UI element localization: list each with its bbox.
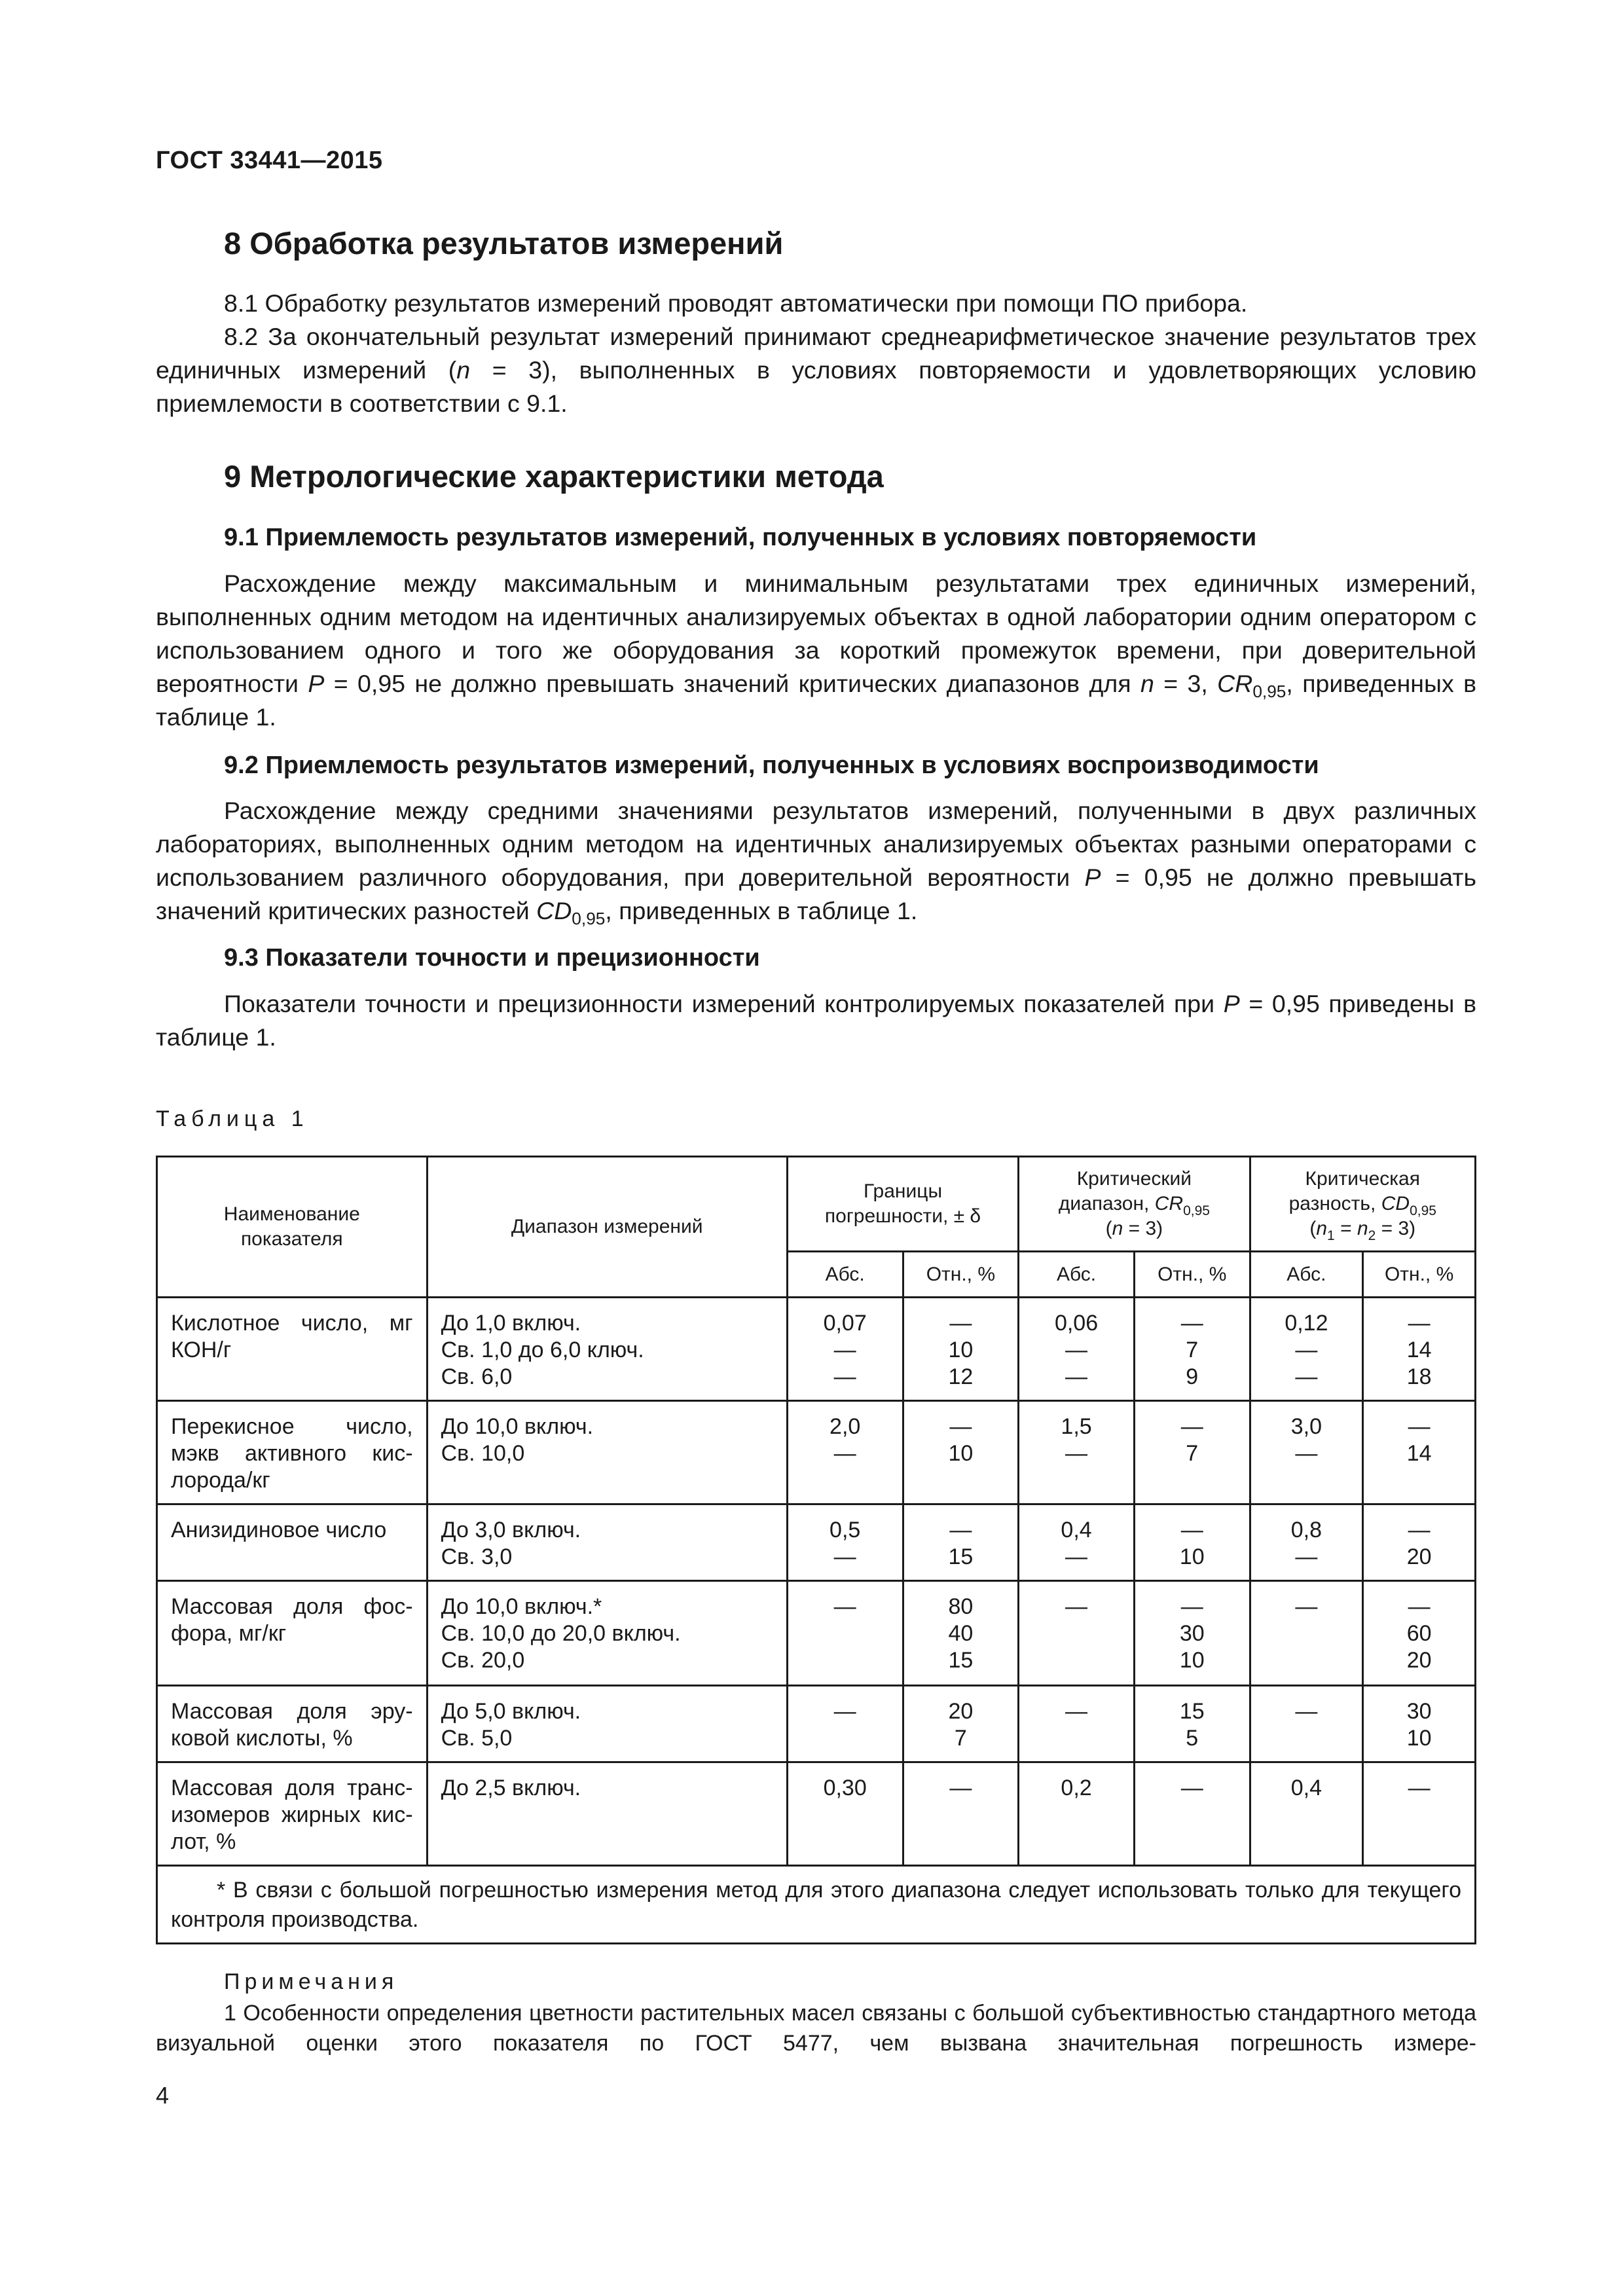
cell-cd-abs: —: [1250, 1686, 1363, 1762]
cell-err-abs: 2,0 —: [787, 1401, 903, 1504]
table-row: [157, 1504, 1476, 1581]
section-9-1-body: [156, 567, 1476, 734]
cell-cr-rel: — 30 10: [1134, 1581, 1250, 1686]
cell-err-abs: —: [787, 1581, 903, 1686]
note-1: 1 Особенности определения цветности растительных масел связаны с большой субъективностью стандартного метода визуальной оценки этого показателя по ГОСТ 5477, чем вызвана значительная погрешность измере-: [156, 2001, 1476, 2056]
cell-cr-rel: — 7 9: [1134, 1298, 1250, 1401]
section-8-title: 8 Обработка результатов измерений: [224, 226, 784, 261]
table-1: [156, 1156, 1476, 1944]
header-error: Границы погрешности, ± δ: [787, 1157, 1018, 1252]
paragraph-8-1: 8.1 Обработку результатов измерений проводят автоматически при помощи ПО прибора.: [224, 289, 1248, 317]
notes-body: [156, 1998, 1476, 2058]
section-9-2-title: 9.2 Приемлемость результатов измерений, полученных в условиях воспроизводимости: [224, 752, 1319, 779]
cell-err-abs: 0,07 — —: [787, 1298, 903, 1401]
cell-cr-rel: — 7: [1134, 1401, 1250, 1504]
cell-cd-rel: 30 10: [1363, 1686, 1476, 1762]
notes-title: Примечания: [224, 1969, 399, 1994]
table-row: [157, 1686, 1476, 1762]
cell-indicator-name: Перекисное число, мэкв активного кислорода/кг: [157, 1401, 428, 1504]
section-9-2-body: [156, 794, 1476, 928]
cell-cd-abs: 0,8 —: [1250, 1504, 1363, 1581]
cell-cr-abs: 1,5 —: [1019, 1401, 1135, 1504]
paragraph-9-2: Расхождение между средними значениями результатов измерений, полученными в двух различных лабораториях, выполненных одним методом на идентичных анализируемых объектах разными операторами с использованием различного оборудования, при доверительной вероятности P = 0,95 не должно превышать значений критических разностей $CD_{0,95}$, приведенных в таблице 1.: [156, 797, 1476, 928]
cell-range: До 10,0 включ.* Св. 10,0 до 20,0 включ. Св. 20,0: [427, 1581, 787, 1686]
cell-cd-rel: —: [1363, 1762, 1476, 1866]
cell-range: До 1,0 включ. Св. 1,0 до 6,0 ключ. Св. 6,0: [427, 1298, 787, 1401]
cell-range: До 3,0 включ. Св. 3,0: [427, 1504, 787, 1581]
section-9-3-title: 9.3 Показатели точности и прецизионности: [224, 944, 760, 972]
cell-err-rel: 20 7: [903, 1686, 1019, 1762]
cell-range: До 5,0 включ. Св. 5,0: [427, 1686, 787, 1762]
page-number: 4: [156, 2082, 170, 2109]
cell-cd-rel: — 60 20: [1363, 1581, 1476, 1686]
table-row: [157, 1581, 1476, 1686]
cell-indicator-name: Массовая доля фосфора, мг/кг: [157, 1581, 428, 1686]
paragraph-9-3: Показатели точности и прецизионности измерений контролируемых показателей при P = 0,95 приведены в таблице 1.: [156, 990, 1476, 1051]
table-label: Таблица 1: [156, 1106, 309, 1131]
cell-cr-abs: —: [1019, 1686, 1135, 1762]
table-row: [157, 1298, 1476, 1401]
header-cd-rel: Отн., %: [1363, 1252, 1476, 1298]
cell-range: До 10,0 включ. Св. 10,0: [427, 1401, 787, 1504]
section-9-title: 9 Метрологические характеристики метода: [224, 459, 884, 494]
paragraph-8-2: 8.2 За окончательный результат измерений принимают среднеарифметическое значение результатов трех единичных измерений (n = 3), выполненных в условиях повторяемости и удовлетворяющих условию приемлемости в соответствии с 9.1.: [156, 323, 1476, 417]
cell-err-abs: 0,5 —: [787, 1504, 903, 1581]
cell-cd-rel: — 14: [1363, 1401, 1476, 1504]
cell-err-abs: —: [787, 1686, 903, 1762]
cell-err-rel: — 15: [903, 1504, 1019, 1581]
cell-cr-abs: 0,4 —: [1019, 1504, 1135, 1581]
header-err-abs: Абс.: [787, 1252, 903, 1298]
cell-indicator-name: Кислотное число, мг КОН/г: [157, 1298, 428, 1401]
cell-cd-rel: — 14 18: [1363, 1298, 1476, 1401]
cell-cr-abs: 0,06 — —: [1019, 1298, 1135, 1401]
header-cr-abs: Абс.: [1019, 1252, 1135, 1298]
table-footnote: * В связи с большой погрешностью измерения метод для этого диапазона следует использовать только для текущего контроля производства.: [157, 1866, 1476, 1944]
cell-err-rel: 80 40 15: [903, 1581, 1019, 1686]
cell-cr-abs: —: [1019, 1581, 1135, 1686]
section-9-3-body: [156, 987, 1476, 1054]
cell-err-rel: —: [903, 1762, 1019, 1866]
header-err-rel: Отн., %: [903, 1252, 1019, 1298]
cell-err-abs: 0,30: [787, 1762, 903, 1866]
cell-cr-rel: —: [1134, 1762, 1250, 1866]
cell-indicator-name: Массовая доля трансизомеров жирных кислот, %: [157, 1762, 428, 1866]
cell-cd-abs: 3,0 —: [1250, 1401, 1363, 1504]
section-8-body: [156, 287, 1476, 420]
table-row: [157, 1401, 1476, 1504]
cell-cr-rel: 15 5: [1134, 1686, 1250, 1762]
cell-cr-abs: 0,2: [1019, 1762, 1135, 1866]
paragraph-9-1: Расхождение между максимальным и минимальным результатами трех единичных измерений, выполненных одним методом на идентичных анализируемых объектах в одной лаборатории одним оператором с использованием одного и того же оборудования за короткий промежуток времени, при доверительной вероятности P = 0,95 не должно превышать значений критических диапазонов для n = 3, $CR_{0,95}$, приведенных в таблице 1.: [156, 570, 1477, 731]
header-critical-range: Критический диапазон, $CR_{0,95}$ (n = 3): [1019, 1157, 1250, 1252]
cell-range: До 2,5 включ.: [427, 1762, 787, 1866]
header-cr-rel: Отн., %: [1134, 1252, 1250, 1298]
cell-indicator-name: Массовая доля эруковой кислоты, %: [157, 1686, 428, 1762]
cell-cd-abs: 0,12 — —: [1250, 1298, 1363, 1401]
header-range: Диапазон измерений: [427, 1157, 787, 1298]
cell-cr-rel: — 10: [1134, 1504, 1250, 1581]
cell-cd-rel: — 20: [1363, 1504, 1476, 1581]
cell-cd-abs: —: [1250, 1581, 1363, 1686]
cell-err-rel: — 10: [903, 1401, 1019, 1504]
table-row: [157, 1762, 1476, 1866]
cell-cd-abs: 0,4: [1250, 1762, 1363, 1866]
cell-err-rel: — 10 12: [903, 1298, 1019, 1401]
section-9-1-title: 9.1 Приемлемость результатов измерений, полученных в условиях повторяемости: [224, 524, 1257, 551]
header-name: Наименование показателя: [157, 1157, 428, 1298]
header-cd-abs: Абс.: [1250, 1252, 1363, 1298]
header-critical-difference: Критическая разность, $CD_{0,95}$ $(n_1 = n_2 = 3)$: [1250, 1157, 1475, 1252]
document-code: ГОСТ 33441—2015: [156, 147, 383, 174]
cell-indicator-name: Анизидиновое число: [157, 1504, 428, 1581]
